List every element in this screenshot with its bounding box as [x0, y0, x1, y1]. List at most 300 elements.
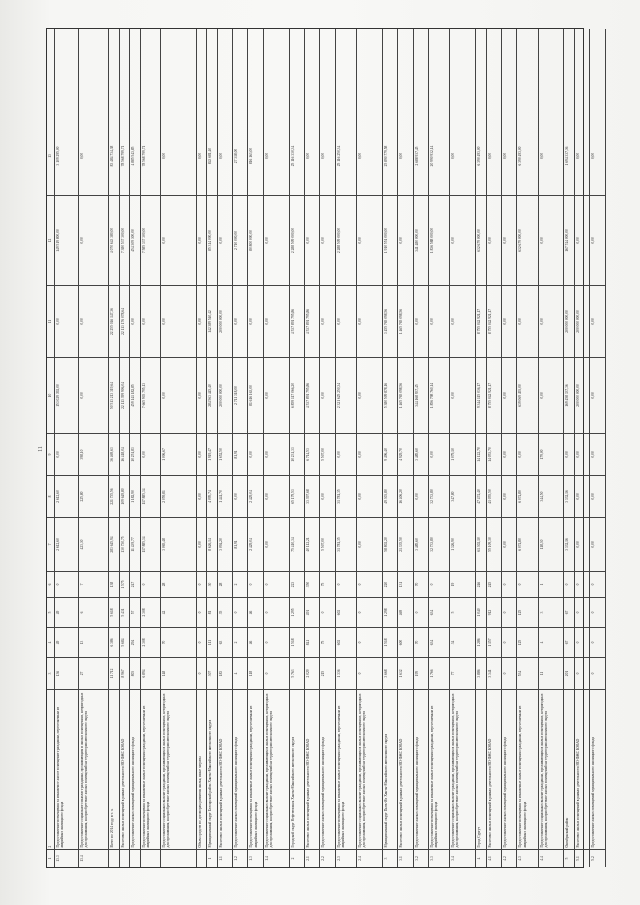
table-cell: 6 894 — [141, 657, 160, 689]
table-cell: 0,00 — [161, 195, 195, 285]
table-cell: 0,00 — [336, 285, 356, 357]
table-cell: Город Сургут — [476, 689, 486, 849]
table-cell — [120, 849, 130, 867]
table-cell: 0,00 — [161, 357, 195, 433]
table-cell: 0,00 — [197, 517, 207, 571]
table-cell: 125 — [517, 597, 537, 627]
table-cell: 4.2 — [502, 849, 516, 867]
table-cell: 28 — [161, 571, 195, 597]
table-cell: 6 — [79, 597, 109, 627]
table-row — [109, 29, 120, 867]
table-cell: 1 040 — [476, 597, 486, 627]
table-cell: 0,00 — [197, 152, 202, 160]
table-cell: 125 — [517, 627, 537, 657]
table-cell: 2 321 625 250,34 — [336, 357, 356, 433]
table-cell: 0,00 — [414, 285, 428, 357]
table-cell: 0,00 — [306, 152, 311, 160]
table-cell: 0,00 — [399, 152, 404, 160]
table-cell: 109 649,80 — [120, 475, 130, 517]
table-cell: 0 — [590, 571, 604, 597]
table-cell: Расселено жилых помещений в рамках деятельности НО ФЖС ЮНАО — [305, 689, 319, 849]
table-row — [357, 29, 383, 867]
table-cell: 4 095,74 — [207, 475, 217, 517]
table-cell: 4 929,70 — [398, 433, 412, 475]
table-cell: 459 141 182,85 — [130, 357, 140, 433]
table-cell: 0,00 — [502, 285, 516, 357]
table-cell: 138 — [109, 571, 119, 597]
table-cell: 221 735,56 — [109, 475, 119, 517]
table-cell: 0,00 — [264, 195, 289, 285]
table-row — [590, 29, 605, 867]
header-cell: 7 — [47, 517, 54, 571]
table-cell: 0,00 — [320, 357, 334, 433]
table-cell: 0 — [357, 627, 382, 657]
table-cell: 1.4 — [264, 849, 289, 867]
table-cell: 1 326,90 — [450, 517, 475, 571]
table-cell: 3 065,48 — [161, 517, 195, 571]
table-cell: 195 — [414, 657, 428, 689]
table-cell: 5 — [564, 849, 574, 867]
page-number: 11 — [37, 446, 44, 452]
table-cell: 1 465 765 098,56 — [398, 285, 412, 357]
table-row — [248, 29, 263, 867]
header-cell: 12 — [47, 195, 54, 285]
table-cell: 33 397,68 — [305, 475, 319, 517]
table-cell: 1 652,50 — [218, 433, 232, 475]
table-cell: 0 — [197, 657, 207, 689]
table-cell: 169 458 337,36 — [564, 357, 574, 433]
table-cell: 3.2 — [414, 849, 428, 867]
table-cell: 0 — [357, 597, 382, 627]
table-cell: 0,00 — [264, 285, 289, 357]
table-row — [517, 29, 538, 867]
table-cell: 0,00 — [539, 357, 564, 433]
table-cell: 0,00 — [55, 285, 78, 357]
table-cell: 0,00 — [575, 517, 589, 571]
table-cell: 6 390 493,00 — [518, 146, 523, 166]
table-cell: 0,00 — [264, 433, 289, 475]
table-cell: 0,00 — [197, 433, 207, 475]
table-cell: 0,00 — [320, 475, 334, 517]
table-cell: 2 029 — [305, 657, 319, 689]
table-cell: 0 — [590, 627, 604, 657]
table-cell: 1 518 — [383, 627, 397, 657]
table-cell: 13.3 — [55, 849, 78, 867]
table-cell: 0 — [590, 657, 604, 689]
table-cell: 75 410,34 — [290, 517, 304, 571]
table-cell: 7 585 337 300,00 — [141, 195, 160, 285]
table-cell: 9 344 115 036,17 — [476, 357, 486, 433]
table-cell: 0 — [55, 571, 78, 597]
table-cell: 8 755 042 921,17 — [487, 357, 501, 433]
table-cell: 3.4 — [450, 849, 475, 867]
table-cell: 13.4 — [79, 849, 109, 867]
table-cell: 3.3 — [429, 849, 449, 867]
table-cell: 65 179,53 — [290, 475, 304, 517]
table-row — [305, 29, 320, 867]
table-cell: 1 286 — [476, 627, 486, 657]
table-cell: 0,00 — [233, 475, 247, 517]
table-cell: 8 755 042 921,17 — [476, 285, 486, 357]
table-cell: 912 — [487, 597, 501, 627]
table-cell: 6 859 117 066,20 — [290, 357, 304, 433]
table-cell: 11 439,77 — [130, 517, 140, 571]
table-cell: 398,10 — [79, 433, 109, 475]
table-row — [575, 29, 590, 867]
table-cell: 0,00 — [575, 195, 589, 285]
table-cell — [109, 849, 119, 867]
table-cell: 0,00 — [197, 285, 207, 357]
table-cell: 0 — [141, 571, 160, 597]
table-cell: 0 — [357, 657, 382, 689]
table-cell: 0 — [517, 571, 537, 597]
table-cell: 78 568 799,71 — [120, 145, 125, 167]
table-cell: 80 800 000,00 — [248, 195, 262, 285]
header-cell: 8 — [47, 475, 54, 517]
table-cell: Предоставление возмещения за изымаемые жилые помещения гражданам, переселяемым из аварийных жилищного фонда — [248, 689, 262, 849]
table-cell: 9 496,40 — [383, 433, 397, 475]
table-cell: 3 455 765 098,56 — [383, 285, 397, 357]
table-row — [487, 29, 502, 867]
header-cell: 1 — [47, 849, 54, 867]
table-cell: 0 — [197, 627, 207, 657]
table-cell: 0 — [502, 657, 516, 689]
table-cell: 454 309 300,00 — [130, 195, 140, 285]
table-row — [450, 29, 476, 867]
table-cell: 0,00 — [517, 433, 537, 475]
table-cell: 47 474,40 — [476, 475, 486, 517]
table-cell: 0,00 — [162, 152, 167, 160]
table-cell: 0,00 — [320, 195, 334, 285]
table-cell: 0 — [320, 597, 334, 627]
table-cell: 2 308 — [141, 627, 160, 657]
table-cell: 58 802,20 — [383, 517, 397, 571]
table-cell: 1 336 — [336, 657, 356, 689]
table-cell: 111 — [207, 627, 217, 657]
table-cell: 4 885 543,85 — [131, 146, 136, 166]
table-cell: 803 — [130, 657, 140, 689]
table-cell: 0 — [197, 571, 207, 597]
table-cell: 67 — [564, 597, 574, 627]
table-row — [264, 29, 290, 867]
table-cell: 0,00 — [357, 357, 382, 433]
table-cell: 0,00 — [429, 433, 449, 475]
table-cell: 2 — [233, 571, 247, 597]
table-cell: 1 157 — [487, 627, 501, 657]
table-cell: 2 710 000,00 — [233, 195, 247, 285]
table-cell: 0,00 — [357, 152, 362, 160]
table-cell: 1 518 — [290, 627, 304, 657]
table-cell: 14 122,70 — [476, 433, 486, 475]
table-cell: Предоставление возмещения за изымаемые жилые помещения гражданам, переселяемым из аварийных жилищного фонда — [336, 689, 356, 849]
table-cell: 600 — [398, 627, 412, 657]
table-cell: 85 314 000,00 — [207, 195, 217, 285]
table-cell: 2.1 — [305, 849, 319, 867]
table-cell: 344,50 — [539, 475, 564, 517]
table-cell: 246 — [476, 571, 486, 597]
table-cell: 149 519 800,00 — [55, 195, 78, 285]
table-cell: 1 856 798 760,14 — [429, 357, 449, 433]
table-cell: 200 000 000,00 — [218, 285, 232, 357]
table-cell: 3 485,60 — [414, 517, 428, 571]
table-cell: 0,00 — [357, 433, 382, 475]
table-cell: 0,00 — [218, 195, 232, 285]
table-cell: 534 — [517, 657, 537, 689]
table-cell: 75 — [320, 627, 334, 657]
table-cell: 307 — [207, 657, 217, 689]
table-cell: 1 079,10 — [450, 433, 475, 475]
table-cell: 347,80 — [450, 475, 475, 517]
table-cell: 3 — [383, 849, 397, 867]
table-cell: 61 302,10 — [476, 517, 486, 571]
data-table — [46, 28, 596, 868]
table-cell: 11 712 — [109, 657, 119, 689]
table-cell: 1 — [539, 571, 564, 597]
header-cell: 3 — [47, 657, 54, 689]
table-cell: 0,00 — [264, 517, 289, 571]
table-cell: 4 070 643 380,00 — [109, 195, 119, 285]
table-cell: 50 513 213 319,64 — [109, 357, 119, 433]
table-cell: 843 681,40 — [208, 147, 213, 165]
table-cell: 4 — [476, 849, 486, 867]
table-cell: 1 766 — [429, 657, 449, 689]
table-row — [120, 29, 131, 867]
table-cell: 1 694 337,36 — [565, 146, 570, 166]
table-cell: 1 632 — [398, 657, 412, 689]
table-cell: 46 — [248, 627, 262, 657]
table-cell: 0,00 — [357, 517, 382, 571]
table-cell: 220 — [383, 571, 397, 597]
table-cell: 634 — [429, 597, 449, 627]
table-cell: 0,00 — [248, 285, 262, 357]
table-cell: 341 480 000,00 — [414, 195, 428, 285]
header-cell: 9 — [47, 433, 54, 475]
table-cell: 70 — [414, 627, 428, 657]
table-cell: 0,00 — [590, 517, 604, 571]
table-cell: 117 885,34 — [141, 475, 160, 517]
table-cell: 1.3 — [248, 849, 262, 867]
table-cell: 34 — [450, 627, 475, 657]
table-cell: 49 — [55, 597, 78, 627]
table-cell: 0,00 — [398, 195, 412, 285]
table-cell — [141, 849, 160, 867]
table-cell: 63 — [218, 627, 232, 657]
table-cell: Предоставление возмещения за изымаемое жилое помещение гражданам, переселяемым из аварийных жилищного фонда — [55, 689, 78, 849]
table-cell: 2 — [290, 849, 304, 867]
table-cell: 5.2 — [590, 849, 604, 867]
table-cell: 0,00 — [264, 357, 289, 433]
table-cell: 0 — [233, 597, 247, 627]
table-cell: 223 — [290, 571, 304, 597]
table-cell: 5 380 509 878,16 — [383, 357, 397, 433]
table-cell: 2.4 — [357, 849, 382, 867]
table-cell: 31 781,35 — [336, 517, 356, 571]
table-cell: 148 — [161, 657, 195, 689]
table-cell: 7 665 903 795,13 — [141, 357, 160, 433]
table-cell: 2 059,81 — [161, 475, 195, 517]
table-cell: Муниципальный округ Пыть-Ях Ханты-Мансийского автономного округа — [383, 689, 397, 849]
table-cell: 1 910 551 000,00 — [383, 195, 397, 285]
table-cell: 5 — [450, 597, 475, 627]
table-cell: 22 255 046 147,36 — [109, 285, 119, 357]
table-cell: 632 679 000,00 — [476, 195, 486, 285]
header-cell: 4 — [47, 627, 54, 657]
table-cell: 35 — [218, 597, 232, 627]
table-cell: 4 537 891 795,86 — [290, 285, 304, 357]
table-cell: 0,00 — [590, 285, 604, 357]
table-row — [141, 29, 161, 867]
table-cell: 634 — [429, 627, 449, 657]
table-cell: 36 469,63 — [109, 433, 119, 475]
table-cell: Предоставление жилых помещений муниципального жилищного фонда — [414, 689, 428, 849]
table-cell: Предоставление социальных выплат гражданам, проживающим в жилых помещениях, непригодных для проживания, на приобретение жилых помещений на территории автономного округа — [161, 689, 195, 849]
table-cell: 200 000 000,00 — [575, 285, 589, 357]
table-cell: 0,00 — [336, 433, 356, 475]
table-cell: 25 890 779,58 — [383, 145, 388, 167]
table-cell: Предоставление возмещения за изымаемые жилые помещения гражданам, переселяемым из аварийных жилищного фонда — [429, 689, 449, 849]
table-row — [414, 29, 429, 867]
table-cell: 3 109 295,00 — [56, 146, 60, 166]
table-cell: 4.4 — [539, 849, 564, 867]
table-cell: 0 — [264, 571, 289, 597]
table-cell: 0,00 — [197, 195, 207, 285]
table-cell: Предоставление социальных выплат гражданам, проживающим в жилых помещениях, непригодных для проживания, на приобретение жилых помещений на территории автономного округа — [264, 689, 289, 849]
table-cell: 639 069 493,00 — [517, 357, 537, 433]
table-cell: 0,00 — [197, 475, 207, 517]
table-cell: 27 — [79, 657, 109, 689]
table-cell: Предоставление социальных выплат гражданам, проживающим в жилых помещениях, непригодных для проживания, на приобретение жилых помещений на территории автономного округа — [450, 689, 475, 849]
table-cell: Предоставление возмещения за изымаемые жилые помещения гражданам, переселяемым из аварийных жилищного фонда — [517, 689, 537, 849]
table-cell: 31 781,35 — [336, 475, 356, 517]
table-cell: 2 308 — [141, 597, 160, 627]
table-cell: 6 714,53 — [305, 433, 319, 475]
table-cell: Предоставление жилых помещений муниципального жилищного фонда — [320, 689, 334, 849]
table-cell: 0,00 — [517, 285, 537, 357]
table-cell: 0,00 — [79, 285, 109, 357]
table-cell: Муниципальный округ Белоярский район Ханты-Мансийского автономного округа — [207, 689, 217, 849]
table-cell: 75 — [320, 571, 334, 597]
table-cell: 81 616 163,00 — [248, 357, 262, 433]
table-cell: 2 612,60 — [55, 475, 78, 517]
table-cell: Расселено жилых помещений в рамках деятельности НО ФЖС ЮНАО — [575, 689, 589, 849]
table-cell: 25 116 250,34 — [336, 145, 341, 167]
table-cell: 2 429,04 — [248, 517, 262, 571]
table-cell: 1 182,90 — [130, 475, 140, 517]
table-cell: 78 568 799,71 — [142, 145, 147, 167]
table-cell: 0,00 — [161, 285, 195, 357]
table-cell: 0 — [264, 657, 289, 689]
table-cell: 469 — [398, 597, 412, 627]
table-cell: 8 967 — [120, 657, 130, 689]
table-cell: 32 733,80 — [429, 475, 449, 517]
table-cell: 0 — [575, 597, 589, 627]
table-cell: 40 112,21 — [305, 517, 319, 571]
table-cell: 70 — [414, 571, 428, 597]
table-cell: 0,00 — [576, 152, 581, 160]
table-cell: 0,00 — [590, 475, 604, 517]
table-row — [79, 29, 110, 867]
table-cell: 0,00 — [502, 152, 507, 160]
table-row — [130, 29, 141, 867]
table-cell: 2 688 937,45 — [414, 146, 419, 166]
table-cell: 841 — [305, 627, 319, 657]
table-cell — [130, 849, 140, 867]
table-cell: 0 — [264, 597, 289, 627]
table-cell: 70 — [161, 627, 195, 657]
table-cell: 4 537 891 795,86 — [305, 357, 319, 433]
table-cell: 491 — [305, 597, 319, 627]
table-row — [336, 29, 357, 867]
table-cell: 27 318,00 — [234, 148, 239, 164]
table-cell: 0,00 — [248, 433, 262, 475]
table-cell: 13 — [79, 627, 109, 657]
table-cell: 1 441,70 — [218, 475, 232, 517]
table-cell: Городской округ Нефтеюганск Ханты-Мансийского автономного округа — [290, 689, 304, 849]
table-cell: 0,00 — [218, 152, 223, 160]
table-row — [218, 29, 233, 867]
table-cell: 0,00 — [487, 152, 492, 160]
table-cell: 3 094,20 — [218, 517, 232, 571]
table-cell: 0 — [336, 571, 356, 597]
table-cell: Расселено жилых помещений в рамках деятельности НО ФЖС ЮНАО — [120, 689, 130, 849]
table-cell: 30 — [207, 571, 217, 597]
table-cell: 1 836 588 000,00 — [429, 195, 449, 285]
table-header-row — [47, 29, 55, 867]
table-cell: 3 332,16 — [564, 475, 574, 517]
table-cell: 344 168 937,45 — [414, 357, 428, 433]
header-cell: 6 — [47, 571, 54, 597]
table-cell: Расселено жилых помещений в рамках деятельности НО ФЖС ЮНАО — [398, 689, 412, 849]
table-row — [290, 29, 305, 867]
table-cell: 10 231,33 — [290, 433, 304, 475]
table-cell: 55 109,30 — [487, 517, 501, 571]
table-cell: 4.1 — [487, 849, 501, 867]
header-cell: 2 — [47, 689, 54, 849]
table-cell: 5 684 — [120, 627, 130, 657]
table-cell: 11 — [539, 657, 564, 689]
table-row — [502, 29, 517, 867]
table-cell: Предоставление социальных выплат гражданам, проживающим в жилых помещениях, непригодных для проживания, на приобретение жилых помещений на территории автономного округа — [357, 689, 382, 849]
table-cell: 0 — [575, 657, 589, 689]
table-cell: Предоставление социальных выплат гражданам, проживающим в жилых помещениях, непригодных для проживания, на приобретение жилых помещений на территории автономного округа — [539, 689, 564, 849]
table-cell: 25 116 330,34 — [290, 145, 295, 167]
table-cell: 0,00 — [264, 152, 269, 160]
table-cell: 28 — [218, 571, 232, 597]
table-cell: 0,00 — [487, 195, 501, 285]
table-cell: 0,00 — [79, 357, 109, 433]
table-cell: 2 288 509 000,00 — [336, 195, 356, 285]
table-cell: 3 485,60 — [414, 433, 428, 475]
table-cell: 0,00 — [502, 357, 516, 433]
table-cell: 0 — [414, 597, 428, 627]
table-cell: 49 — [55, 627, 78, 657]
table-cell: 1.2 — [233, 849, 247, 867]
table-cell: 1 575 — [120, 571, 130, 597]
table-cell: 0 — [357, 571, 382, 597]
table-cell — [161, 849, 195, 867]
table-cell: 4 — [539, 627, 564, 657]
table-cell: 0,00 — [357, 475, 382, 517]
table-cell: 0 — [575, 571, 589, 597]
table-cell: 67 — [564, 627, 574, 657]
table-cell: 0,00 — [55, 433, 78, 475]
table-cell: 42 — [161, 597, 195, 627]
table-cell: 5 618 — [109, 597, 119, 627]
table-row — [476, 29, 487, 867]
table-cell — [197, 849, 207, 867]
table-cell: 3 668 — [383, 657, 397, 689]
table-cell: 350 — [305, 571, 319, 597]
